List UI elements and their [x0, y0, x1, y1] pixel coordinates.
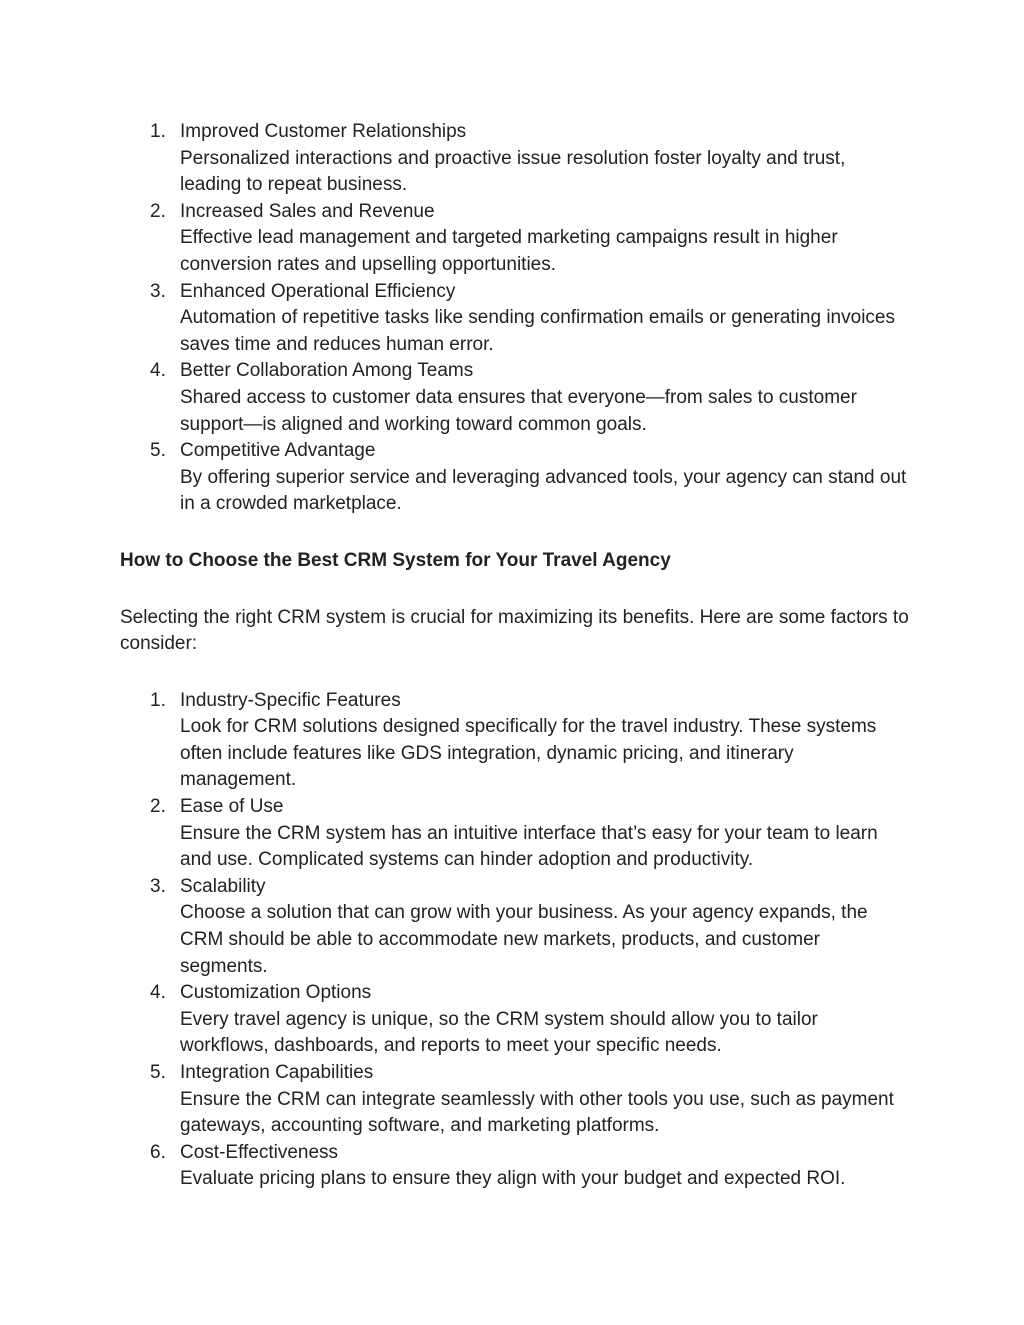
list-item-description: Effective lead management and targeted marketing campaigns result in higher conversion rates and upselling opportunities. [180, 227, 838, 275]
list-item-title: Improved Customer Relationships [180, 121, 467, 142]
list-item [120, 279, 910, 359]
list-number: 2. [150, 796, 166, 818]
list-item-title: Integration Capabilities [180, 1062, 374, 1083]
list-item [120, 358, 910, 438]
list-item-title: Enhanced Operational Efficiency [180, 280, 456, 302]
list-number: 4. [150, 982, 166, 1004]
list-item-title: Ease of Use [180, 796, 284, 818]
list-item-description: Every travel agency is unique, so the CRM system should allow you to tailor workflows, dashboards, and reports to meet your specific needs. [180, 1008, 818, 1057]
factors-list [120, 688, 910, 1193]
list-number: 3. [150, 875, 166, 897]
list-number: 3. [150, 280, 166, 302]
document-content [120, 119, 910, 1193]
list-item [120, 794, 910, 874]
list-item-description: Ensure the CRM can integrate seamlessly with other tools you use, such as payment gateways, accounting software, and marketing platforms. [180, 1088, 894, 1137]
section-heading: How to Choose the Best CRM System for Your Travel Agency [120, 549, 671, 571]
list-item-description: Choose a solution that can grow with your business. As your agency expands, the CRM should be able to accommodate new markets, products, and customer segments. [180, 902, 868, 977]
list-number: 1. [150, 121, 166, 142]
list-item-description: Automation of repetitive tasks like sending confirmation emails or generating invoices saves time and reduces human error. [180, 307, 895, 355]
list-item-title: Scalability [180, 875, 266, 897]
list-number: 1. [150, 689, 166, 711]
list-item [120, 874, 910, 980]
list-item [120, 980, 910, 1060]
list-item-title: Industry-Specific Features [180, 689, 401, 711]
list-item-description: Evaluate pricing plans to ensure they align with your budget and expected ROI. [180, 1168, 846, 1190]
list-item-title: Better Collaboration Among Teams [180, 360, 474, 382]
list-number: 5. [150, 1062, 166, 1083]
list-item-title: Increased Sales and Revenue [180, 200, 435, 222]
list-number: 2. [150, 200, 166, 222]
list-item [120, 119, 910, 199]
list-item [120, 1060, 910, 1140]
list-item-description: By offering superior service and leveraging advanced tools, your agency can stand out in a crowded marketplace. [180, 466, 907, 515]
list-item-description: Look for CRM solutions designed specifically for the travel industry. These systems often include features like GDS integration, dynamic pricing, and itinerary management. [180, 716, 877, 791]
list-number: 4. [150, 360, 166, 382]
list-item [120, 438, 910, 518]
list-item [120, 688, 910, 794]
benefits-list [120, 119, 910, 518]
list-item-title: Customization Options [180, 982, 372, 1004]
list-number: 6. [150, 1141, 166, 1163]
list-item-title: Cost-Effectiveness [180, 1141, 339, 1163]
list-item-description: Ensure the CRM system has an intuitive interface that’s easy for your team to learn and use. Complicated systems can hinder adoption and productivity. [180, 822, 878, 871]
list-item-description: Personalized interactions and proactive issue resolution foster loyalty and trust, leading to repeat business. [180, 147, 846, 196]
list-number: 5. [150, 440, 166, 462]
list-item-title: Competitive Advantage [180, 440, 376, 462]
list-item [120, 199, 910, 279]
list-item [120, 1140, 910, 1193]
list-item-description: Shared access to customer data ensures that everyone—from sales to customer support—is aligned and working toward common goals. [180, 386, 857, 435]
section-intro: Selecting the right CRM system is crucial for maximizing its benefits. Here are some factors to consider: [120, 606, 909, 655]
